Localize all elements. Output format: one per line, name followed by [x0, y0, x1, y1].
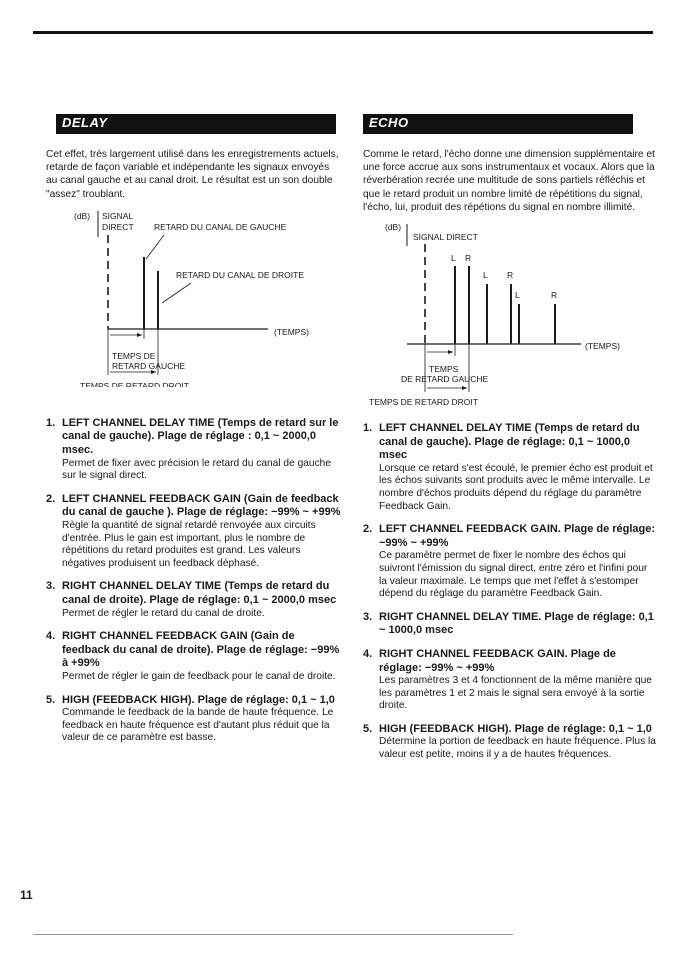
delay-signal-label: SIGNAL	[102, 210, 134, 221]
bottom-rule	[33, 934, 513, 935]
echo-intro: Comme le retard, l'écho donne une dimension supplémentaire et une force accrue aux sons instrumentaux et vocaux. Alors que la réverbération recrée une multitude de sons partiels réfléchis et que le retard produit un nombre limité de répétitions du signal, l'écho, lui, produit des répétions du signal en nombre illimité.	[363, 149, 655, 213]
echo-signal-direct-label: SIGNAL DIRECT	[413, 232, 478, 243]
echo-l3-label: L	[515, 290, 520, 301]
delay-db-label: (dB)	[74, 210, 91, 221]
delay-retard-gauche-label: RETARD DU CANAL DE GAUCHE	[154, 221, 287, 232]
echo-title: ECHO	[369, 115, 409, 130]
delay-param-item: 4. RIGHT CHANNEL FEEDBACK GAIN (Gain de feedback du canal de droite). Plage de réglage: −99% à +99% Permet de régler le gain de feedback pour le canal de droite.	[46, 630, 340, 682]
echo-param-item: 1. LEFT CHANNEL DELAY TIME (Temps de retard du canal de gauche). Plage de réglage: 0,1 ~ 1000,0 msec Lorsque ce retard s'est écoulé, le premier écho est produit et les échos suivants sont produits avec le même intervalle. Le nombre d'échos produits dépend du réglage du paramètre Feedback Gain.	[363, 422, 653, 512]
top-rule	[33, 31, 653, 34]
delay-diagram-svg	[46, 207, 341, 387]
delay-intro: Cet effet, très largement utilisé dans les enregistrements actuels, retarde de façon variable et indépendante les signaux envoyés au canal gauche et au canal droit. Le résultat est un son double "assez" troublant.	[46, 149, 339, 200]
delay-param-item: 3. RIGHT CHANNEL DELAY TIME (Temps de retard du canal de droite). Plage de réglage: 0,1 ~ 2000,0 msec Permet de régler le retard du canal de droite.	[46, 580, 337, 619]
delay-tdd-label: TEMPS DE RETARD DROIT	[80, 380, 189, 387]
delay-column	[46, 114, 341, 755]
echo-l1-label: L	[451, 253, 456, 264]
delay-diagram	[46, 207, 341, 387]
delay-param-item: 2. LEFT CHANNEL FEEDBACK GAIN (Gain de feedback du canal de gauche ). Plage de réglage: −99% ~ +99% Règle la quantité de signal retardé renvoyée aux circuits d'entrée. Plus le gain est important, plus le nombre de répétitions du retard produites est grand. Les valeurs négatives produisent un feedback déphasé.	[46, 492, 341, 569]
delay-param-list	[46, 417, 341, 745]
delay-temps-label: (TEMPS)	[274, 326, 309, 337]
echo-tdg-label-2: DE RETARD GAUCHE	[401, 374, 489, 385]
echo-tdg-label-1: TEMPS	[429, 364, 459, 375]
delay-param-item: 5. HIGH (FEEDBACK HIGH). Plage de réglage: 0,1 ~ 1,0 Commande le feedback de la bande de haute fréquence. Le feedback en haute fréquence est d'autant plus réduit que la valeur de ce paramètre est basse.	[46, 693, 335, 744]
echo-diagram-svg	[363, 220, 658, 410]
delay-gauche-pointer	[146, 235, 164, 259]
delay-retard-droite-label: RETARD DU CANAL DE DROITE	[176, 269, 304, 280]
delay-tdg-label-1: TEMPS DE	[112, 350, 156, 361]
page-number: 11	[20, 888, 33, 902]
echo-param-list	[363, 422, 658, 762]
echo-r2-label: R	[507, 270, 514, 281]
echo-param-item: 2. LEFT CHANNEL FEEDBACK GAIN. Plage de réglage: −99% ~ +99% Ce paramètre permet de fixer le nombre des échos qui suivront l'émission du signal direct, entre zéro et l'infini pour la valeur maximale. Le temps que met l'effet à s'estomper dépend du réglage du paramètre Feedback Gain.	[363, 523, 656, 600]
delay-droite-pointer	[162, 283, 191, 303]
echo-param-item: 4. RIGHT CHANNEL FEEDBACK GAIN. Plage de réglage: −99% ~ +99% Les paramètres 3 et 4 fonctionnent de la même manière que les paramètres 1 et 2 mais le signal sera envoyé à la sortie droite.	[363, 647, 652, 712]
echo-header-bar	[363, 114, 633, 134]
echo-param-item: 5. HIGH (FEEDBACK HIGH). Plage de réglage: 0,1 ~ 1,0 Détermine la portion de feedback en haute fréquence. Plus la valeur est petite, moins il y a de hautes fréquences.	[363, 722, 656, 761]
echo-r1-label: R	[465, 253, 472, 264]
delay-direct-label: DIRECT	[102, 221, 134, 232]
delay-title: DELAY	[62, 115, 108, 130]
echo-diagram	[363, 220, 658, 410]
delay-param-item: 1. LEFT CHANNEL DELAY TIME (Temps de retard sur le canal de gauche). Plage de réglage : 0,1 ~ 2000,0 msec. Permet de fixer avec précision le retard du canal de gauche sur le signal direct.	[46, 416, 339, 482]
delay-tdg-arrowhead	[137, 333, 142, 337]
echo-tdg-arrowhead	[448, 350, 453, 354]
echo-column	[363, 114, 658, 772]
echo-param-item: 3. RIGHT CHANNEL DELAY TIME. Plage de réglage: 0,1 ~ 1000,0 msec	[363, 610, 654, 637]
echo-tdd-label: TEMPS DE RETARD DROIT	[369, 397, 478, 408]
echo-temps-label: (TEMPS)	[585, 341, 620, 352]
echo-l2-label: L	[483, 270, 488, 281]
echo-r3-label: R	[551, 290, 558, 301]
echo-tdd-arrowhead	[462, 386, 467, 390]
echo-db-label: (dB)	[385, 222, 402, 233]
delay-header-bar	[56, 114, 336, 134]
delay-tdg-label-2: RETARD GAUCHE	[112, 360, 186, 371]
